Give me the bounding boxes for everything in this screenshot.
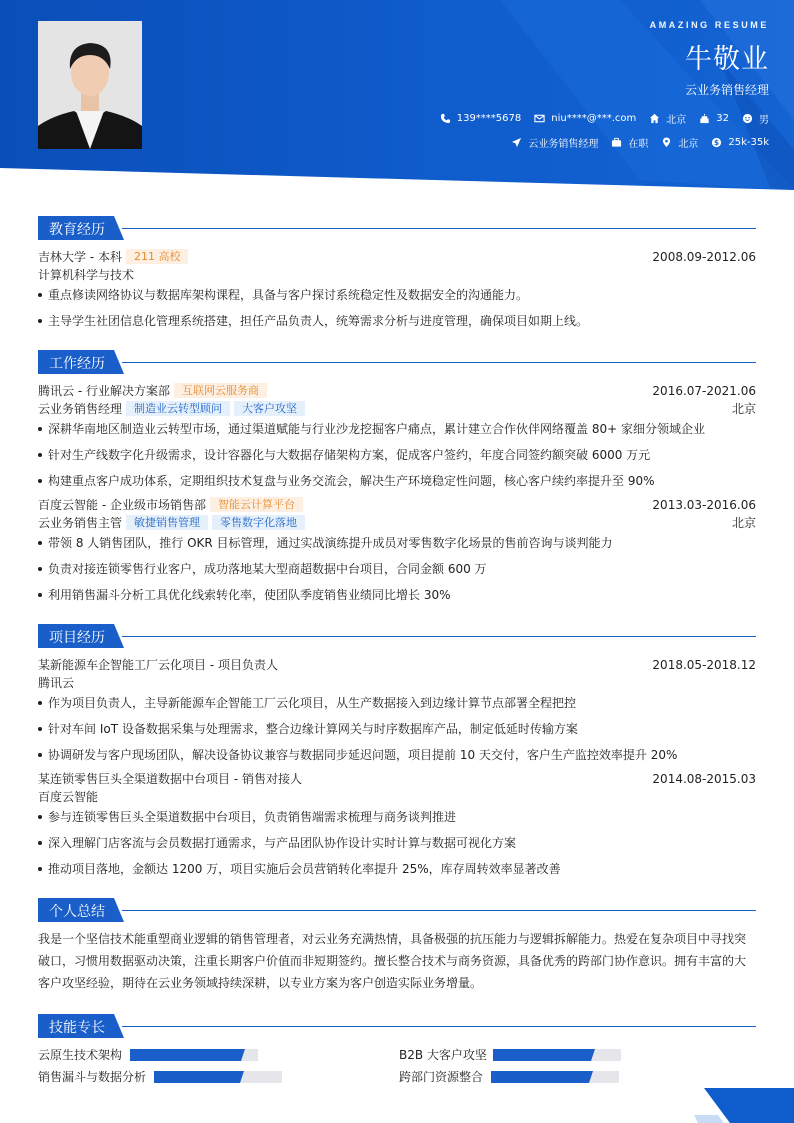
cake-icon [699, 113, 710, 124]
send-icon [511, 137, 522, 148]
job-role-row [38, 400, 756, 418]
location-icon [661, 137, 672, 148]
skill-name: 跨部门资源整合 [399, 1070, 484, 1084]
education-heading [38, 216, 756, 240]
skill-bar-fill [491, 1071, 593, 1083]
skill-bar [493, 1049, 621, 1061]
list-item: 作为项目负责人，主导新能源车企智能工厂云化项目，从生产数据接入到边缘计算节点部署全程把控 [38, 694, 756, 720]
project-bullets [38, 808, 756, 886]
job-role: 云业务销售主管 [38, 516, 123, 530]
project-entry-2 [38, 770, 756, 886]
job-date: 2016.07-2021.06 [652, 384, 756, 398]
phone-icon [440, 113, 451, 124]
projects-heading [38, 624, 756, 648]
section-divider [122, 1026, 756, 1027]
section-divider [122, 362, 756, 363]
company-tag: 智能云计算平台 [210, 497, 303, 512]
job-role: 云业务销售经理 [38, 402, 123, 416]
salary-text: 25k-35k [728, 137, 769, 148]
role-tag: 大客户攻坚 [234, 401, 305, 416]
job-entry-2 [38, 496, 756, 612]
list-item: 主导学生社团信息化管理系统搭建，担任产品负责人，统筹需求分析与进度管理，确保项目如期上线。 [38, 312, 756, 338]
section-title: 项目经历 [49, 630, 105, 646]
role-tag: 零售数字化落地 [212, 515, 305, 530]
list-item: 推动项目落地，金额达 1200 万，项目实施后会员营销转化率提升 25%，库存周转效率显著改善 [38, 860, 756, 886]
company-name: 腾讯云 - 行业解决方案部 [38, 384, 170, 398]
footer-decoration [680, 1088, 794, 1123]
svg-text:$: $ [714, 138, 720, 148]
project-header [38, 770, 756, 788]
section-title: 个人总结 [49, 904, 105, 920]
education-date: 2008.09-2012.06 [652, 250, 756, 264]
target-position-text: 云业务销售经理 [528, 139, 599, 150]
skills-section [38, 1014, 756, 1090]
projects-section [38, 624, 756, 886]
list-item: 针对生产线数字化升级需求，设计容器化与大数据存储架构方案，促成客户签约，年度合同签约额突破 6000 万元 [38, 446, 756, 472]
project-org: 腾讯云 [38, 676, 75, 690]
person-name: 牛敬业 [685, 44, 769, 75]
home-icon [649, 113, 660, 124]
gender-icon [742, 113, 753, 124]
salary-icon [711, 137, 722, 148]
section-divider [122, 228, 756, 229]
school-name: 吉林大学 - 本科 [38, 250, 122, 264]
list-item: 利用销售漏斗分析工具优化线索转化率，使团队季度销售业绩同比增长 30% [38, 586, 756, 612]
age-item [699, 113, 729, 124]
gender-item [742, 111, 769, 126]
project-org: 百度云智能 [38, 790, 99, 804]
job-bullets [38, 534, 756, 612]
section-title: 技能专长 [49, 1020, 105, 1036]
header-title-block [650, 20, 769, 98]
target-city-text: 北京 [678, 139, 699, 150]
summary-line: 破口，习惯用数据驱动决策，注重长期客户价值而非短期签约。擅长整合技术与商务资源，具备优秀的跨部门协作意识。拥有丰富的大 [38, 954, 747, 968]
job-role-row [38, 514, 756, 532]
skill-bar [130, 1049, 258, 1061]
job-title: 云业务销售经理 [684, 83, 769, 97]
skill-item [399, 1069, 483, 1085]
list-item: 深入理解门店客流与会员数据打通需求，与产品团队协作设计实时计算与数据可视化方案 [38, 834, 756, 860]
list-item: 协调研发与客户现场团队，解决设备协议兼容与数据同步延迟问题，项目提前 10 天交付，客户生产监控效率提升 20% [38, 746, 756, 764]
company-name: 百度云智能 - 企业级市场销售部 [38, 498, 206, 512]
residence-item [649, 111, 686, 126]
summary-heading [38, 898, 756, 922]
skill-bar [491, 1071, 619, 1083]
skill-item [38, 1069, 146, 1085]
summary-line: 我是一个坚信技术能重塑商业逻辑的销售管理者，对云业务充满热情，具备极强的抗压能力与逻辑拆解能力。热爱在复杂项目中寻找突 [38, 932, 747, 946]
list-item: 参与连锁零售巨头全渠道数据中台项目，负责销售端需求梳理与商务谈判推进 [38, 808, 756, 834]
school-tag: 211 高校 [126, 249, 189, 264]
skill-item [38, 1047, 122, 1063]
skill-bar [154, 1071, 282, 1083]
email-item [534, 113, 636, 124]
skill-name: B2B 大客户攻坚 [399, 1048, 487, 1062]
skill-bar-fill [493, 1049, 595, 1061]
skill-bar-fill [154, 1071, 244, 1083]
avatar [38, 21, 142, 149]
contact-info-row [440, 111, 769, 126]
skill-name: 销售漏斗与数据分析 [38, 1070, 147, 1084]
project-name: 某连锁零售巨头全渠道数据中台项目 - 销售对接人 [38, 772, 302, 786]
list-item: 针对车间 IoT 设备数据采集与处理需求，整合边缘计算网关与时序数据库产品，制定低延时传输方案 [38, 720, 756, 746]
summary-text [38, 928, 750, 994]
project-name: 某新能源车企智能工厂云化项目 - 项目负责人 [38, 658, 278, 672]
list-item: 构建重点客户成功体系，定期组织技术复盘与业务交流会，解决生产环境稳定性问题，核心客户续约率提升至 90% [38, 472, 756, 490]
job-header [38, 496, 756, 514]
skill-bar-fill [130, 1049, 245, 1061]
job-entry-1 [38, 382, 756, 490]
amazing-resume-label: AMAZING RESUME [649, 20, 769, 30]
residence-text: 北京 [666, 115, 687, 126]
target-position-item [511, 135, 598, 150]
project-date: 2018.05-2018.12 [652, 658, 756, 672]
section-divider [122, 910, 756, 911]
skill-item [399, 1047, 487, 1063]
education-entry-header [38, 248, 756, 266]
job-city: 北京 [731, 402, 756, 416]
section-title: 工作经历 [49, 356, 105, 372]
education-section [38, 216, 756, 338]
summary-section [38, 898, 756, 994]
job-status-text: 在职 [628, 139, 649, 150]
briefcase-icon [611, 137, 622, 148]
section-divider [122, 636, 756, 637]
mail-icon [534, 113, 545, 124]
company-tag: 互联网云服务商 [174, 383, 267, 398]
project-entry-1 [38, 656, 756, 764]
project-header [38, 656, 756, 674]
job-header [38, 382, 756, 400]
phone-item [440, 113, 522, 124]
project-date: 2014.08-2015.03 [652, 772, 756, 786]
major: 计算机科学与技术 [38, 268, 135, 282]
role-tag: 制造业云转型顾问 [126, 401, 230, 416]
work-section [38, 350, 756, 612]
job-city: 北京 [731, 516, 756, 530]
list-item: 带领 8 人销售团队，推行 OKR 目标管理，通过实战演练提升成员对零售数字化场景的售前咨询与谈判能力 [38, 534, 756, 560]
list-item: 深耕华南地区制造业云转型市场，通过渠道赋能与行业沙龙挖掘客户痛点，累计建立合作伙伴网络覆盖 80+ 家细分领域企业 [38, 420, 756, 446]
list-item: 重点修读网络协议与数据库架构课程，具备与客户探讨系统稳定性及数据安全的沟通能力。 [38, 286, 756, 312]
skill-name: 云原生技术架构 [38, 1048, 123, 1062]
project-bullets [38, 694, 756, 764]
summary-line: 客户攻坚经验，期待在云业务领域持续深耕，以专业方案为客户创造实际业务增量。 [38, 976, 483, 990]
job-date: 2013.03-2016.06 [652, 498, 756, 512]
job-status-item [611, 135, 648, 150]
salary-item [711, 137, 769, 148]
section-title: 教育经历 [49, 222, 105, 238]
gender-text: 男 [759, 115, 769, 126]
job-bullets [38, 420, 756, 490]
list-item: 负责对接连锁零售行业客户，成功落地某大型商超数据中台项目，合同金额 600 万 [38, 560, 756, 586]
skills-heading [38, 1014, 756, 1038]
target-city-item [661, 135, 698, 150]
education-bullets [38, 286, 756, 338]
email-text: niu****@***.com [551, 113, 637, 124]
age-text: 32 [716, 113, 729, 124]
work-heading [38, 350, 756, 374]
role-tag: 敏捷销售管理 [126, 515, 208, 530]
intent-info-row [511, 135, 769, 150]
phone-text: 139****5678 [456, 113, 522, 124]
